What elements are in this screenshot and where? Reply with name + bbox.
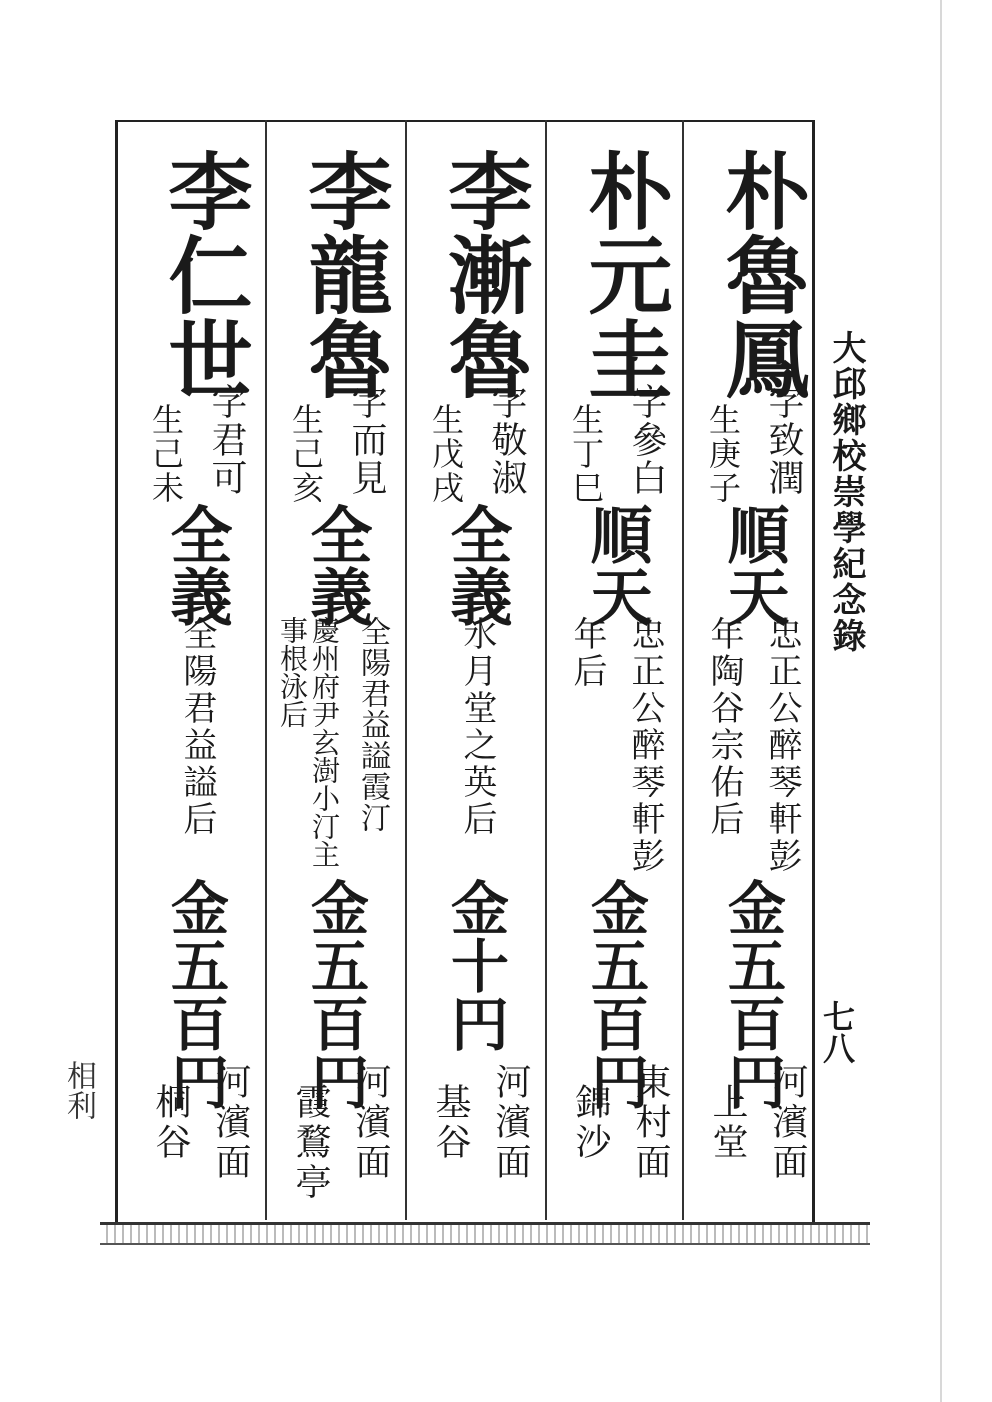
clan-origin: 順天: [580, 503, 653, 627]
margin-page-number: 七八: [818, 1000, 856, 1064]
lineage-note: 全陽君益謚霞汀: [355, 616, 390, 833]
courtesy-name: 字君可: [206, 383, 247, 497]
clan-origin: 全義: [440, 503, 513, 627]
location-village: 基谷: [430, 1083, 471, 1163]
location-district: 河濱面: [210, 1063, 251, 1183]
location-village: 霞鶩亭: [290, 1083, 331, 1203]
lineage-note: 忠正公醉琴軒彭: [762, 616, 802, 875]
location-village: 上堂: [707, 1083, 748, 1163]
lineage-note-2: 年后: [567, 616, 607, 690]
column-divider: [405, 120, 407, 1220]
birth-year: 生丁巳: [567, 403, 605, 505]
frame-bottom-border: [100, 1222, 870, 1245]
location-district: 河濱面: [767, 1063, 808, 1183]
person-name: 李仁世: [155, 148, 254, 400]
birth-year: 生己亥: [287, 403, 325, 505]
location-village: 錦沙: [570, 1083, 611, 1163]
location-district: 東村面: [630, 1063, 671, 1183]
donation-amount: 金五百円: [161, 878, 229, 1110]
person-name: 李龍魯: [295, 148, 394, 400]
lineage-note: 全陽君益謚后: [177, 616, 217, 838]
donation-amount: 金十円: [441, 878, 509, 1052]
location-village: 桐谷: [150, 1083, 191, 1163]
entry-column: [548, 148, 683, 1208]
lineage-note: 氷月堂之英后: [457, 616, 497, 838]
column-divider: [545, 120, 547, 1220]
scan-edge: [940, 0, 942, 1402]
entry-column: [408, 148, 543, 1208]
courtesy-name: 字參白: [626, 383, 667, 497]
courtesy-name: 字而見: [346, 383, 387, 497]
birth-year: 生庚子: [704, 403, 742, 505]
person-name: 朴魯鳳: [712, 148, 811, 400]
donation-amount: 金五百円: [718, 878, 786, 1110]
birth-year: 生戊戌: [427, 403, 465, 505]
margin-book-title: 大邱鄉校崇學紀念錄: [826, 330, 866, 654]
clan-origin: 全義: [300, 503, 373, 627]
left-margin-fragment: 相利: [61, 1060, 96, 1120]
clan-origin: 順天: [717, 503, 790, 627]
column-divider: [265, 120, 267, 1220]
lineage-note-2: 年陶谷宗佑后: [704, 616, 744, 838]
person-name: 朴元圭: [575, 148, 674, 400]
lineage-note: 忠正公醉琴軒彭: [625, 616, 665, 875]
lineage-note-2: 慶州府尹玄澍小汀主事根泳后: [276, 616, 341, 868]
person-name: 李漸魯: [435, 148, 534, 400]
entry-column: [128, 148, 263, 1208]
donation-amount: 金五百円: [301, 878, 369, 1110]
birth-year: 生己未: [147, 403, 185, 505]
entry-column: [685, 148, 820, 1208]
courtesy-name: 字致潤: [763, 383, 804, 497]
location-district: 河濱面: [490, 1063, 531, 1183]
clan-origin: 全義: [160, 503, 233, 627]
entry-column: [268, 148, 403, 1208]
location-district: 河濱面: [350, 1063, 391, 1183]
courtesy-name: 字敬淑: [486, 383, 527, 497]
donation-amount: 金五百円: [581, 878, 649, 1110]
